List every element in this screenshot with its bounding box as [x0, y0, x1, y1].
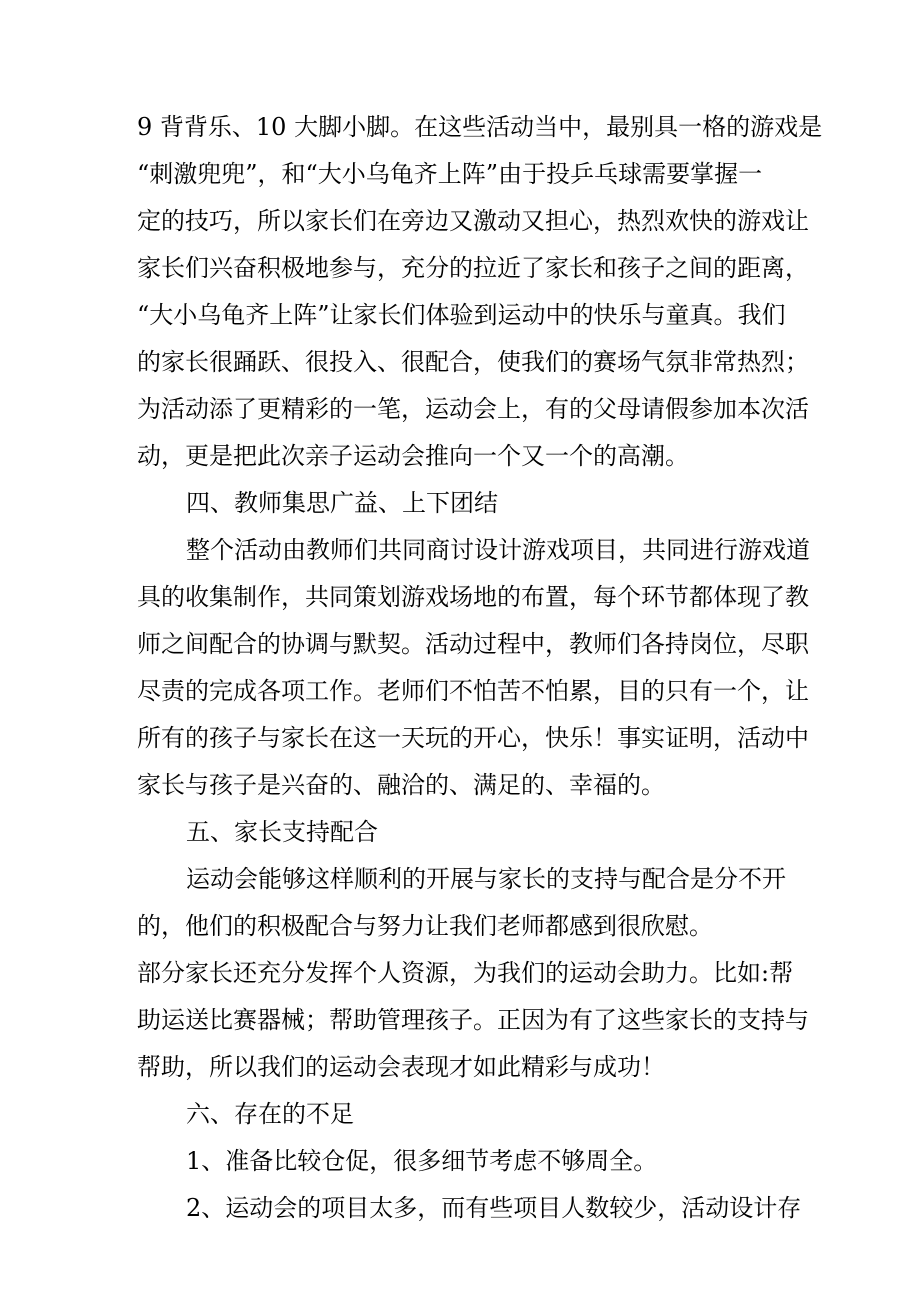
- list-item: 1、准备比较仓促，很多细节考虑不够周全。: [186, 1147, 658, 1175]
- paragraph-line: 具的收集制作，共同策划游戏场地的布置，每个环节都体现了教: [137, 583, 809, 611]
- paragraph-line: 家长们兴奋积极地参与，充分的拉近了家长和孩子之间的距离，: [137, 254, 809, 282]
- paragraph-line: 部分家长还充分发挥个人资源，为我们的运动会助力。比如:帮: [137, 959, 794, 987]
- paragraph-line: 的家长很踊跃、很投入、很配合，使我们的赛场气氛非常热烈；: [137, 348, 809, 376]
- paragraph-line: “刺激兜兜”，和“大小乌龟齐上阵”由于投乒乓球需要掌握一: [137, 160, 763, 188]
- list-item: 2、运动会的项目太多，而有些项目人数较少，活动设计存: [186, 1194, 802, 1222]
- paragraph-line: 帮助，所以我们的运动会表现才如此精彩与成功！: [137, 1053, 665, 1081]
- paragraph-line: “大小乌龟齐上阵”让家长们体验到运动中的快乐与童真。我们: [137, 301, 786, 329]
- paragraph-line: 师之间配合的协调与默契。活动过程中，教师们各持岗位，尽职: [137, 630, 809, 658]
- section-heading: 六、存在的不足: [186, 1100, 354, 1128]
- paragraph-line: 整个活动由教师们共同商讨设计游戏项目，共同进行游戏道: [186, 536, 810, 564]
- paragraph-line: 定的技巧，所以家长们在旁边又激动又担心，热烈欢快的游戏让: [137, 207, 809, 235]
- paragraph-line: 所有的孩子与家长在这一天玩的开心，快乐！事实证明，活动中: [137, 724, 809, 752]
- paragraph-line: 的，他们的积极配合与努力让我们老师都感到很欣慰。: [137, 912, 713, 940]
- paragraph-line: 为活动添了更精彩的一笔，运动会上，有的父母请假参加本次活: [137, 395, 809, 423]
- section-heading: 四、教师集思广益、上下团结: [186, 489, 498, 517]
- paragraph-line: 动，更是把此次亲子运动会推向一个又一个的高潮。: [137, 442, 689, 470]
- paragraph-line: 助运送比赛器械；帮助管理孩子。正因为有了这些家长的支持与: [137, 1006, 809, 1034]
- paragraph-line: 尽责的完成各项工作。老师们不怕苦不怕累，目的只有一个，让: [137, 677, 809, 705]
- paragraph-line: 运动会能够这样顺利的开展与家长的支持与配合是分不开: [186, 865, 786, 893]
- paragraph-line: 家长与孩子是兴奋的、融洽的、满足的、幸福的。: [137, 771, 665, 799]
- paragraph-line: 9 背背乐、10 大脚小脚。在这些活动当中，最别具一格的游戏是: [137, 113, 823, 141]
- section-heading: 五、家长支持配合: [186, 818, 378, 846]
